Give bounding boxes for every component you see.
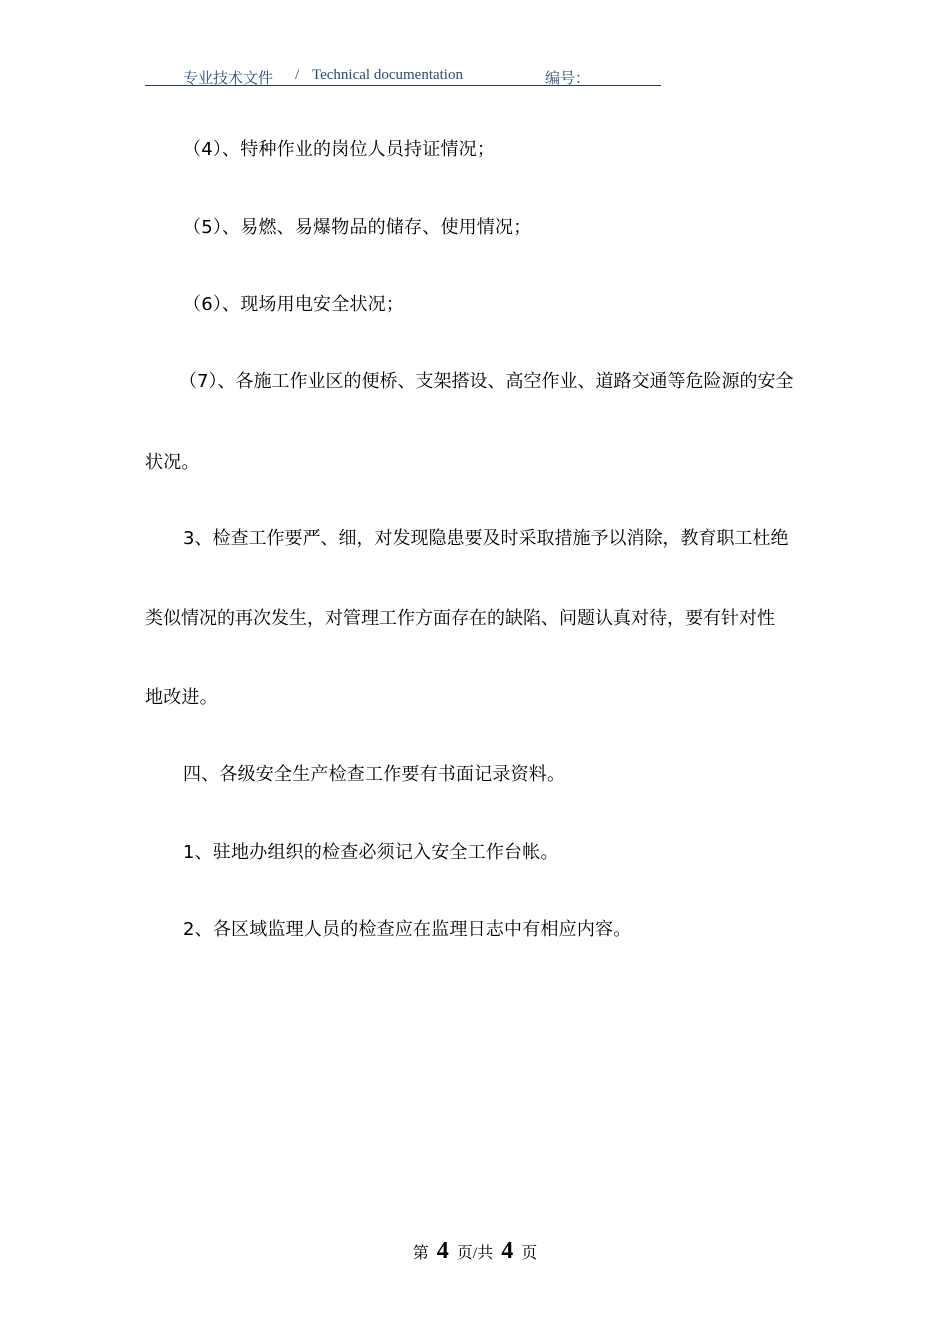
footer-page-number: 4 bbox=[436, 1238, 449, 1264]
item-3-line1: 3、检查工作要严、细，对发现隐患要及时采取措施予以消除，教育职工杜绝 bbox=[183, 528, 789, 549]
header-number-label: 编号： bbox=[545, 71, 591, 87]
header-separator: / bbox=[295, 67, 300, 83]
header-title-cn: 专业技术文件 bbox=[183, 71, 274, 87]
section-4-heading: 四、各级安全生产检查工作要有书面记录资料。 bbox=[183, 764, 566, 785]
footer-middle: 页/共 bbox=[456, 1245, 494, 1262]
list-item-4: （4）、特种作业的岗位人员持证情况； bbox=[183, 139, 496, 160]
list-item-6: （6）、现场用电安全状况； bbox=[183, 294, 405, 315]
item-3-line2: 类似情况的再次发生，对管理工作方面存在的缺陷、问题认真对待，要有针对性 bbox=[145, 608, 775, 629]
list-item-5: （5）、易燃、易爆物品的储存、使用情况； bbox=[183, 217, 532, 238]
item-3-line3: 地改进。 bbox=[145, 687, 218, 708]
section-4-item-1: 1、驻地办组织的检查必须记入安全工作台帐。 bbox=[183, 842, 559, 863]
list-item-7-line2: 状况。 bbox=[145, 452, 200, 473]
footer-prefix: 第 bbox=[412, 1245, 429, 1262]
list-item-7-line1: （7）、各施工作业区的便桥、支架搭设、高空作业、道路交通等危险源的安全 bbox=[179, 371, 794, 392]
footer-total-pages: 4 bbox=[501, 1238, 514, 1264]
page-header bbox=[145, 66, 661, 86]
footer-suffix: 页 bbox=[521, 1245, 538, 1262]
page-footer bbox=[0, 1238, 950, 1265]
header-title-en: Technical documentation bbox=[312, 67, 463, 83]
section-4-item-2: 2、各区域监理人员的检查应在监理日志中有相应内容。 bbox=[183, 919, 632, 940]
